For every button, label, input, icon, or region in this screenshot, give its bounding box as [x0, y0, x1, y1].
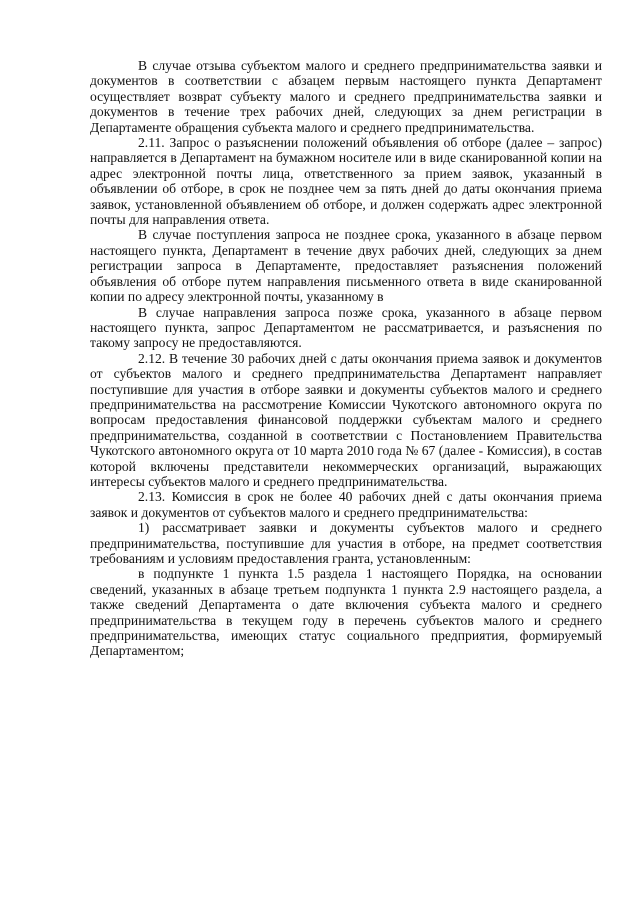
paragraph-late-request: В случае направления запроса позже срока, указанного в абзаце первом настоящего пункта, запрос Департаментом не рассматривается, и разъяснения по такому запросу не предоставляются.	[90, 304, 602, 351]
paragraph-withdrawal-return: В случае отзыва субъектом малого и среднего предпринимательства заявки и документов в соответствии с абзацем первым настоящего пункта Департамент осуществляет возврат субъекту малого и среднего предпринимательства заявки и документов в течение трех рабочих дней, следующих за днем регистрации в Департаменте обращения субъекта малого и среднего предпринимательства.	[90, 58, 602, 135]
paragraph-review-item-1: 1) рассматривает заявки и документы субъектов малого и среднего предпринимательства, поступившие для участия в отборе, на предмет соответствия требованиям и условиям предоставления гранта, установленным:	[90, 520, 602, 566]
paragraph-2-13-commission-review: 2.13. Комиссия в срок не более 40 рабочих дней с даты окончания приема заявок и документов от субъектов малого и среднего предпринимательства:	[90, 489, 602, 520]
paragraph-2-11-clarification-request: 2.11. Запрос о разъяснении положений объявления об отборе (далее – запрос) направляется в Департамент на бумажном носителе или в виде сканированной копии на адрес электронной почты лица, ответственного за прием заявок, указанный в объявлении об отборе, в срок не позднее чем за пять дней до даты окончания приема заявок, установленной объявлением об отборе, и должен содержать адрес электронной почты для направления ответа.	[90, 135, 602, 228]
paragraph-2-12-commission-referral: 2.12. В течение 30 рабочих дней с даты окончания приема заявок и документов от субъектов малого и среднего предпринимательства Департамент направляет поступившие для участия в отборе заявки и документы субъектов малого и среднего предпринимательства на рассмотрение Комиссии Чукотского автономного округа по вопросам предоставления финансовой поддержки субъектам малого и среднего предпринимательства, созданной в соответствии с Постановлением Правительства Чукотского автономного округа от 10 марта 2010 года № 67 (далее - Комиссия), в состав которой включены представители некоммерческих организаций, выражающих интересы субъектов малого и среднего предпринимательства.	[90, 350, 602, 489]
document-page	[90, 58, 602, 659]
paragraph-subitem-1-5: в подпункте 1 пункта 1.5 раздела 1 настоящего Порядка, на основании сведений, указанных в абзаце третьем подпункта 1 пункта 2.9 настоящего раздела, а также сведений Департамента о дате включения субъекта малого и среднего предпринимательства в текущем году в перечень субъектов малого и среднего предпринимательства, имеющих статус социального предприятия, формируемый Департаментом;	[90, 566, 602, 659]
paragraph-timely-request-response: В случае поступления запроса не позднее срока, указанного в абзаце первом настоящего пункта, Департамент в течение двух рабочих дней, следующих за днем регистрации запроса в Департаменте, предоставляет разъяснения положений объявления об отборе путем направления письменного ответа в виде сканированной копии по адресу электронной почты, указанному в	[90, 227, 602, 305]
